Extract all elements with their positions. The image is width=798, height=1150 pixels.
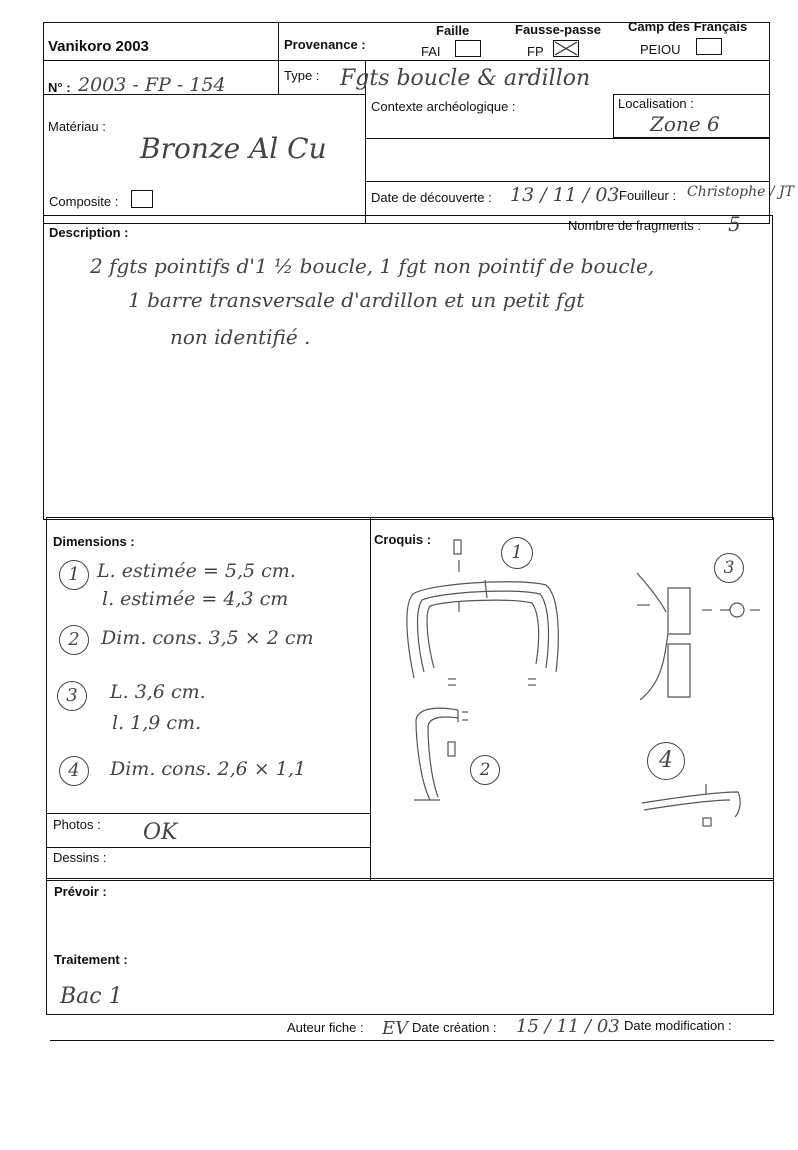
divider (50, 1040, 774, 1041)
fausse-passe-heading: Fausse-passe (515, 22, 601, 37)
description-line: non identifié . (170, 325, 311, 349)
author-value[interactable]: EV (382, 1018, 409, 1039)
discovery-date-value[interactable]: 13 / 11 / 03 (510, 184, 620, 206)
dessins-label: Dessins : (53, 850, 107, 865)
photos-label: Photos : (53, 817, 101, 832)
discovery-date-label: Date de découverte : (371, 190, 492, 205)
fouilleur-label: Fouilleur : (619, 188, 677, 203)
sketch-number: 2 (470, 755, 500, 785)
dimensions-label: Dimensions : (53, 534, 135, 549)
context-label: Contexte archéologique : (371, 99, 516, 114)
number-label: N° : (48, 80, 71, 95)
divider (370, 517, 371, 881)
dimension-number: 2 (59, 625, 89, 655)
divider (365, 138, 770, 139)
localisation-label: Localisation : (618, 96, 694, 111)
created-label: Date création : (412, 1020, 497, 1035)
composite-checkbox[interactable] (131, 190, 153, 208)
type-label: Type : (284, 68, 320, 83)
type-value[interactable]: Fgts boucle & ardillon (340, 66, 591, 91)
dimension-number: 3 (57, 681, 87, 711)
dimension-line: l. estimée = 4,3 cm (102, 588, 289, 610)
dimension-line: Dim. cons. 2,6 × 1,1 (110, 758, 306, 780)
description-line: 1 barre transversale d'ardillon et un petit fgt (128, 288, 585, 312)
fausse-passe-code: FP (527, 44, 544, 59)
prevoir-block (46, 878, 774, 1015)
provenance-label: Provenance : (284, 37, 366, 52)
faille-heading: Faille (436, 23, 470, 38)
description-label: Description : (49, 225, 129, 240)
photos-value[interactable]: OK (143, 820, 178, 845)
dimension-line: l. 1,9 cm. (112, 712, 202, 734)
material-value[interactable]: Bronze Al Cu (140, 132, 327, 165)
divider (278, 22, 279, 94)
divider (46, 847, 370, 848)
modified-label: Date modification : (624, 1018, 732, 1033)
localisation-value[interactable]: Zone 6 (650, 112, 720, 136)
dimension-line: L. estimée = 5,5 cm. (97, 560, 296, 582)
dimension-line: L. 3,6 cm. (110, 681, 206, 703)
composite-label: Composite : (49, 194, 119, 209)
traitement-value[interactable]: Bac 1 (60, 984, 123, 1009)
sketch-number: 4 (647, 742, 685, 780)
faille-code: FAI (421, 44, 441, 59)
dimension-number: 1 (59, 560, 89, 590)
dimension-line: Dim. cons. 3,5 × 2 cm (101, 627, 314, 649)
fausse-passe-checkbox[interactable] (553, 40, 579, 57)
fragments-value[interactable]: 5 (728, 212, 741, 236)
camp-code: PEIOU (640, 42, 681, 57)
sketch-number: 3 (714, 553, 744, 583)
divider (365, 181, 770, 182)
dimension-number: 4 (59, 756, 89, 786)
sketch-number: 1 (501, 537, 533, 569)
check-cross-icon (553, 40, 579, 57)
material-label: Matériau : (48, 119, 106, 134)
prevoir-label: Prévoir : (54, 884, 107, 899)
author-label: Auteur fiche : (287, 1020, 364, 1035)
camp-checkbox[interactable] (696, 38, 722, 55)
number-value[interactable]: 2003 - FP - 154 (78, 74, 226, 96)
divider (46, 813, 370, 814)
site-title: Vanikoro 2003 (48, 38, 149, 55)
created-value[interactable]: 15 / 11 / 03 (516, 1016, 620, 1037)
description-line: 2 fgts pointifs d'1 ½ boucle, 1 fgt non pointif de boucle, (90, 254, 655, 278)
croquis-label: Croquis : (374, 532, 432, 547)
faille-checkbox[interactable] (455, 40, 481, 57)
traitement-label: Traitement : (54, 952, 128, 967)
camp-heading: Camp des Français (628, 19, 748, 34)
divider (43, 60, 770, 61)
fragments-label: Nombre de fragments : (568, 218, 701, 233)
fouilleur-value[interactable]: Christophe / JT (687, 184, 794, 200)
